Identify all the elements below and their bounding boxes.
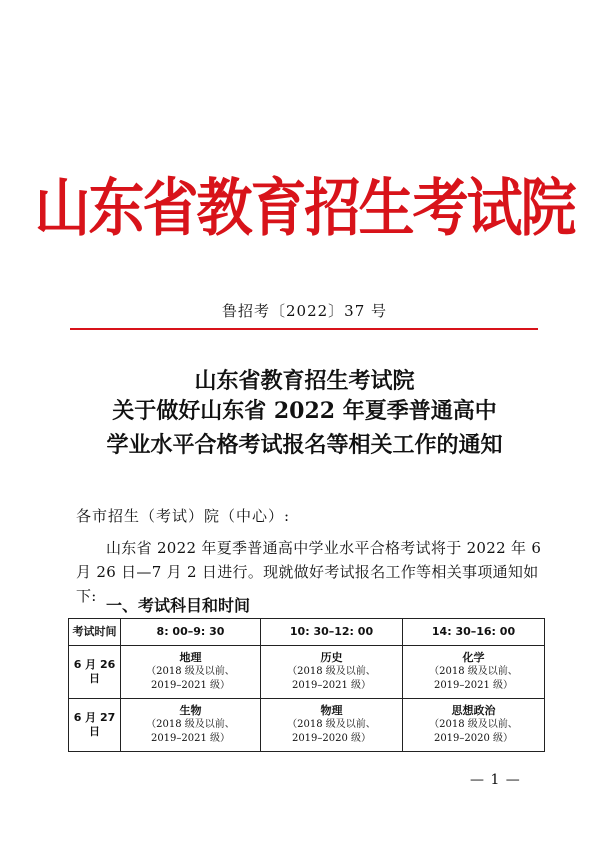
table-row: [69, 699, 545, 752]
exam-cell: [403, 699, 545, 752]
grade-note: （2018 级及以前、: [287, 719, 376, 730]
exam-cell: [261, 646, 403, 699]
exam-cell: [121, 646, 261, 699]
subject-label: 历史: [320, 651, 343, 664]
section-heading: 一、考试科目和时间: [106, 596, 251, 615]
document-number: 鲁招考〔2022〕37 号: [221, 302, 388, 320]
title-line-2: 关于做好山东省 2022 年夏季普通高中: [112, 398, 497, 424]
table-header-row: [69, 619, 545, 646]
subject-label: 化学: [462, 651, 485, 664]
grade-note: （2018 级及以前、: [146, 719, 235, 730]
grade-note: （2018 级及以前、: [287, 666, 376, 677]
grade-note: 2019–2021 级）: [291, 680, 372, 691]
date-cell: 6 月 26 日: [69, 646, 121, 699]
grade-note: 2019–2021 级）: [150, 733, 231, 744]
body-paragraph: 山东省 2022 年夏季普通高中学业水平合格考试将于 2022 年 6 月 26 日—7 月 2 日进行。现就做好考试报名工作等相关事项通知如下:: [76, 539, 542, 605]
grade-note: 2019–2021 级）: [150, 680, 231, 691]
subject-label: 生物: [179, 704, 202, 717]
exam-cell: [403, 646, 545, 699]
grade-note: 2019–2020 级）: [433, 733, 514, 744]
grade-note: 2019–2021 级）: [433, 680, 514, 691]
grade-note: （2018 级及以前、: [429, 666, 518, 677]
subject-label: 物理: [320, 704, 343, 717]
header-cell: 考试时间: [69, 619, 121, 646]
exam-cell: [261, 699, 403, 752]
title-line-1: 山东省教育招生考试院: [194, 368, 415, 394]
exam-cell: [121, 699, 261, 752]
title-line-3: 学业水平合格考试报名等相关工作的通知: [106, 432, 503, 458]
date-cell: 6 月 27 日: [69, 699, 121, 752]
salutation: 各市招生（考试）院（中心）:: [76, 507, 291, 525]
grade-note: （2018 级及以前、: [429, 719, 518, 730]
grade-note: 2019–2020 级）: [291, 733, 372, 744]
table-row: [69, 646, 545, 699]
schedule-table: [68, 618, 545, 752]
header-cell: 10: 30–12: 00: [261, 619, 403, 646]
grade-note: （2018 级及以前、: [146, 666, 235, 677]
header-cell: 8: 00–9: 30: [121, 619, 261, 646]
subject-label: 地理: [179, 651, 202, 664]
page-number: — 1 —: [470, 772, 521, 788]
header-cell: 14: 30–16: 00: [403, 619, 545, 646]
masthead: 山东省教育招生考试院: [34, 171, 575, 245]
red-divider: [70, 328, 538, 330]
subject-label: 思想政治: [451, 704, 496, 717]
